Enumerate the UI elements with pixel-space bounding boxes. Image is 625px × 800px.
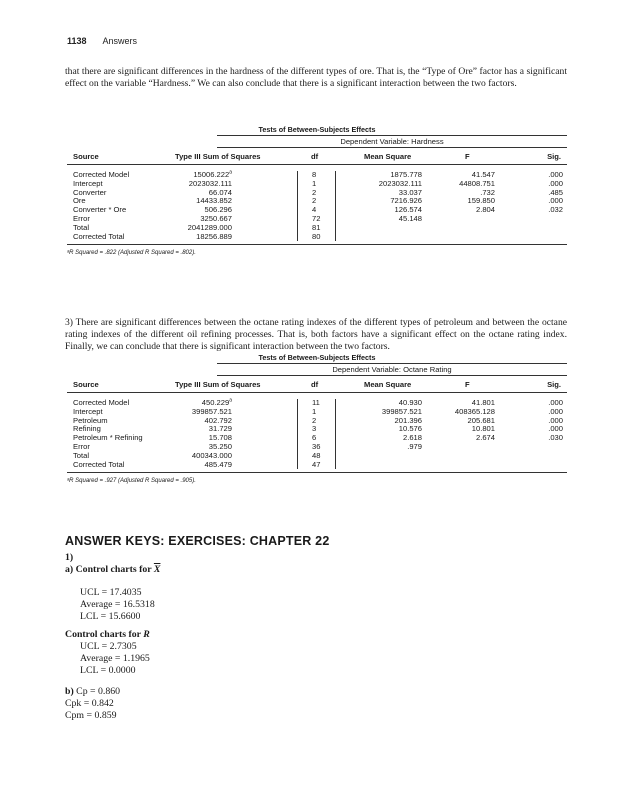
header-f: F [465, 380, 470, 389]
cell-source: Total [73, 450, 90, 460]
cell-ss-value: 402.792 [204, 415, 232, 425]
header-sig: Sig. [547, 380, 561, 389]
cell-ss-value: 506.296 [204, 205, 232, 215]
cell-ss-value: 14433.852 [196, 196, 232, 206]
column-divider [335, 399, 336, 469]
table-octane [67, 352, 567, 484]
cell-mean-square: 40.930 [398, 398, 422, 407]
cell-source: Refining [73, 424, 101, 434]
part-a-text: a) Control charts for [65, 564, 154, 575]
cell-ss-value: 2023032.111 [188, 178, 232, 188]
cp-value: Cp = 0.860 [76, 686, 121, 697]
cell-f: 2.674 [475, 433, 495, 443]
r-lcl: LCL = 0.0000 [80, 665, 136, 676]
question-number: 1) [65, 552, 74, 563]
cell-mean-square: .979 [407, 441, 422, 451]
r-symbol: R [143, 629, 150, 640]
cell-source: Converter * Ore [73, 205, 127, 215]
cell-df: 72 [312, 213, 321, 223]
cell-f: 10.801 [471, 424, 495, 434]
table-header-row [67, 376, 567, 393]
cell-f: 44808.751 [459, 178, 495, 188]
header-source: Source [73, 152, 99, 161]
cell-mean-square: 399857.521 [381, 406, 422, 416]
part-b-cp [65, 686, 120, 698]
cell-ss-value: 450.229 [201, 398, 230, 407]
cell-f: 159.850 [467, 196, 495, 206]
cell-sig: .000 [548, 424, 563, 434]
column-divider [297, 171, 298, 241]
table-footnote: ᵃR Squared = .927 (Adjusted R Squared = .905). [67, 472, 567, 484]
cell-sig: .000 [548, 415, 563, 425]
cpm-value: Cpm = 0.859 [65, 710, 117, 721]
cell-ss-value: 2041289.000 [187, 222, 232, 232]
cell-mean-square: 1875.778 [390, 170, 422, 179]
cell-ss-value: 15.708 [208, 433, 232, 443]
cell-sig: .032 [548, 205, 563, 215]
cell-source: Intercept [73, 406, 103, 416]
page-number: 1138 [67, 36, 87, 46]
cell-mean-square: 2023032.111 [378, 178, 422, 188]
cell-df: 1 [312, 178, 317, 188]
cell-source: Corrected Total [73, 459, 125, 469]
table-header-row [67, 148, 567, 165]
cell-f: 41.801 [471, 398, 495, 407]
cell-ss-value: 399857.521 [191, 406, 232, 416]
cell-df: 8 [312, 170, 317, 179]
cell-df: 2 [312, 415, 317, 425]
cell-df: 2 [312, 187, 317, 197]
cell-ss-value: 31.729 [208, 424, 232, 434]
cell-ss-value: 485.479 [204, 459, 232, 469]
cell-mean-square: 7216.926 [390, 196, 422, 206]
cell-f: 2.804 [475, 205, 495, 215]
header-sig: Sig. [547, 152, 561, 161]
cell-f: 408365.128 [454, 406, 495, 416]
table-title: Tests of Between-Subjects Effects [258, 125, 376, 134]
cell-sig: .000 [548, 196, 563, 206]
cell-sig: .485 [548, 187, 563, 197]
cell-df: 80 [312, 231, 321, 241]
cell-f: 41.547 [471, 170, 495, 179]
table-row [67, 461, 567, 470]
cpk-value: Cpk = 0.842 [65, 698, 114, 709]
header-mean-square: Mean Square [364, 152, 412, 161]
table-title: Tests of Between-Subjects Effects [258, 353, 376, 362]
cell-df: 2 [312, 196, 317, 206]
cell-source: Corrected Model [73, 170, 130, 179]
table-footnote: ᵃR Squared = .822 (Adjusted R Squared = .802). [67, 244, 567, 256]
running-title: Answers [102, 36, 138, 46]
r-chart-text: Control charts for [65, 629, 144, 640]
cell-source: Total [73, 222, 90, 232]
r-average: Average = 1.1965 [80, 653, 150, 664]
cell-df: 6 [312, 433, 317, 443]
column-divider [335, 171, 336, 241]
cell-mean-square: 2.618 [402, 433, 422, 443]
cell-mean-square: 10.576 [398, 424, 422, 434]
cell-sig: .000 [548, 178, 563, 188]
cell-source: Error [73, 213, 90, 223]
cell-df: 4 [312, 205, 317, 215]
header-df: df [311, 380, 319, 389]
r-ucl: UCL = 2.7305 [80, 641, 137, 652]
table-row [67, 233, 567, 242]
footnote-marker: a [229, 397, 232, 404]
cell-source: Petroleum * Refining [73, 433, 143, 443]
cell-df: 3 [312, 424, 317, 434]
cell-df: 11 [312, 398, 320, 407]
header-sum-of-squares: Type III Sum of Squares [175, 380, 261, 389]
r-chart-label [65, 629, 150, 641]
cell-df: 1 [312, 406, 317, 416]
paragraph-hardness: that there are significant differences in the hardness of the different types of ore. That is, the “Type of Ore” factor has a significant effect on the variable “Hardness.” We can also conclude that there is a significant interaction between the two factors. [65, 66, 567, 90]
page-header [67, 36, 137, 46]
header-df: df [311, 152, 319, 161]
cell-sig: .030 [548, 433, 563, 443]
cell-df: 36 [312, 441, 321, 451]
header-f: F [465, 152, 470, 161]
table-hardness [67, 124, 567, 256]
part-b-label: b) [65, 686, 77, 697]
cell-ss-value: 400343.000 [191, 450, 232, 460]
paragraph-octane: 3) There are significant differences between the octane rating indexes of the different types of petroleum and between the octane rating indexes of the different oil refining processes. That is, both factors have a significant effect on the octane rating index. Finally, we can conclude that there is significant interaction between the two factors. [65, 317, 567, 353]
cell-source: Ore [73, 196, 86, 206]
header-mean-square: Mean Square [364, 380, 412, 389]
xbar-average: Average = 16.5318 [80, 599, 155, 610]
cell-source: Petroleum [73, 415, 108, 425]
cell-f: .732 [480, 187, 495, 197]
column-divider [297, 399, 298, 469]
footnote-marker: a [229, 169, 232, 176]
cell-source: Error [73, 441, 90, 451]
cell-df: 47 [312, 459, 321, 469]
cell-source: Intercept [73, 178, 103, 188]
cell-mean-square: 33.037 [398, 187, 422, 197]
xbar-ucl: UCL = 17.4035 [80, 587, 142, 598]
cell-sig: .000 [548, 398, 563, 407]
part-a-label [65, 564, 160, 576]
dependent-variable: Dependent Variable: Hardness [217, 135, 567, 148]
cell-df: 48 [312, 450, 321, 460]
table-body [67, 171, 567, 241]
cell-source: Converter [73, 187, 107, 197]
header-sum-of-squares: Type III Sum of Squares [175, 152, 261, 161]
cell-ss-value: 35.250 [208, 441, 232, 451]
cell-sig: .000 [548, 406, 563, 416]
cell-mean-square: 126.574 [394, 205, 422, 215]
table-body [67, 399, 567, 469]
cell-mean-square: 45.148 [398, 213, 422, 223]
cell-f: 205.681 [467, 415, 495, 425]
cell-source: Corrected Total [73, 231, 125, 241]
cell-mean-square: 201.396 [394, 415, 422, 425]
cell-df: 81 [312, 222, 321, 232]
cell-sum-of-squares [196, 233, 232, 242]
cell-source: Corrected Model [73, 398, 130, 407]
dependent-variable: Dependent Variable: Octane Rating [217, 363, 567, 376]
header-source: Source [73, 380, 99, 389]
cell-ss-value: 66.074 [208, 187, 232, 197]
cell-ss-value: 18256.889 [196, 231, 232, 241]
cell-ss-value: 3250.667 [200, 213, 232, 223]
cell-ss-value: 15006.222 [193, 170, 230, 179]
cell-sum-of-squares [205, 461, 232, 470]
cell-sig: .000 [548, 170, 563, 179]
xbar-symbol: $\overline{X}$ [153, 564, 161, 575]
xbar-lcl: LCL = 15.6600 [80, 611, 141, 622]
chapter-heading: ANSWER KEYS: EXERCISES: CHAPTER 22 [65, 534, 330, 548]
